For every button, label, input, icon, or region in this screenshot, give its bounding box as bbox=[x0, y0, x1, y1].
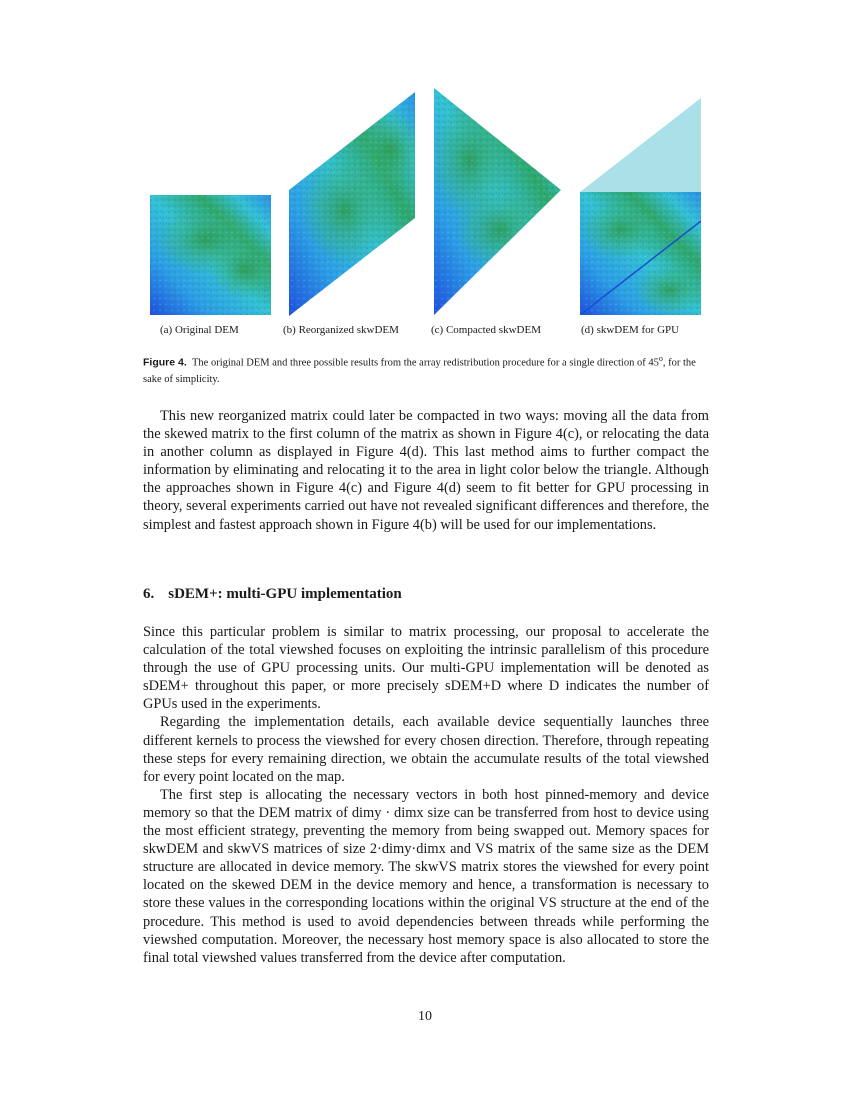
figure-caption bbox=[143, 351, 709, 388]
panel-skwdem-for-gpu bbox=[580, 98, 705, 315]
figure-label: Figure 4. bbox=[143, 356, 187, 369]
degree-superscript: o bbox=[658, 354, 663, 363]
subcaption-a: (a) Original DEM bbox=[160, 324, 239, 336]
page-number: 10 bbox=[418, 1009, 432, 1024]
subcaption-d: (d) skwDEM for GPU bbox=[581, 324, 680, 336]
intro-paragraph-block bbox=[143, 407, 709, 534]
paragraph-2: Regarding the implementation details, each available device sequentially launches three different kernels to process the viewshed for every chosen direction. Therefore, through repeating these steps for every remaining direction, we obtain the accumulate results of the total viewshed for every point located on the map. bbox=[143, 714, 709, 785]
section-number: 6. bbox=[143, 586, 155, 602]
panel-reorganized-skwdem bbox=[289, 92, 425, 316]
paragraph-1: Since this particular problem is similar to matrix processing, our proposal to accelerate the calculation of the total viewshed focuses on exploiting the intrinsic parallelism of this procedure through the use of GPU processing units. Our multi-GPU implementation will be denoted as sDEM+ throughout this paper, or more precisely sDEM+D where D indicates the number of GPUs used in the experiments. bbox=[143, 624, 709, 713]
section-title: sDEM+: multi-GPU implementation bbox=[168, 586, 402, 602]
subcaption-b: (b) Reorganized skwDEM bbox=[283, 324, 399, 336]
figure-caption-text: The original DEM and three possible results from the array redistribution procedure for a single direction of 45 bbox=[192, 357, 659, 369]
figure-caption-end: , for the sake of simplicity. bbox=[143, 357, 696, 385]
panel-compacted-skwdem bbox=[430, 88, 561, 315]
section-body bbox=[143, 623, 709, 967]
intro-paragraph: This new reorganized matrix could later be compacted in two ways: moving all the data from the skewed matrix to the first column of the matrix as shown in Figure 4(c), or relocating the data in another column as displayed in Figure 4(d). This last method aims to further compact the information by eliminating and relocating it to the area in light color below the triangle. Although the approaches shown in Figure 4(c) and Figure 4(d) seem to fit better for GPU processing in theory, several experiments carried out have not revealed significant differences and therefore, the simplest and fastest approach shown in Figure 4(b) will be used for our implementations. bbox=[143, 408, 709, 533]
panel-original-dem bbox=[150, 195, 280, 315]
section-heading bbox=[143, 586, 402, 603]
subcaption-c: (c) Compacted skwDEM bbox=[431, 324, 541, 336]
paragraph-3: The first step is allocating the necessary vectors in both host pinned-memory and device memory so that the DEM matrix of dimy · dimx size can be transferred from host to device using the most efficient strategy, preventing the memory from being swapped out. Memory spaces for skwDEM and skwVS matrices of size 2·dimy·dimx and VS matrix of the same size as the DEM structure are allocated in device memory. The skwVS matrix stores the viewshed for every point located on the skewed DEM in the device memory and hence, a transformation is necessary to store these values in the corresponding locations within the original VS structure at the end of the procedure. This method is used to avoid dependencies between threads while performing the viewshed computation. Moreover, the necessary host memory space is also allocated to store the final total viewshed values transferred from the device after computation. bbox=[143, 786, 709, 966]
figure-4-panels bbox=[0, 80, 850, 320]
